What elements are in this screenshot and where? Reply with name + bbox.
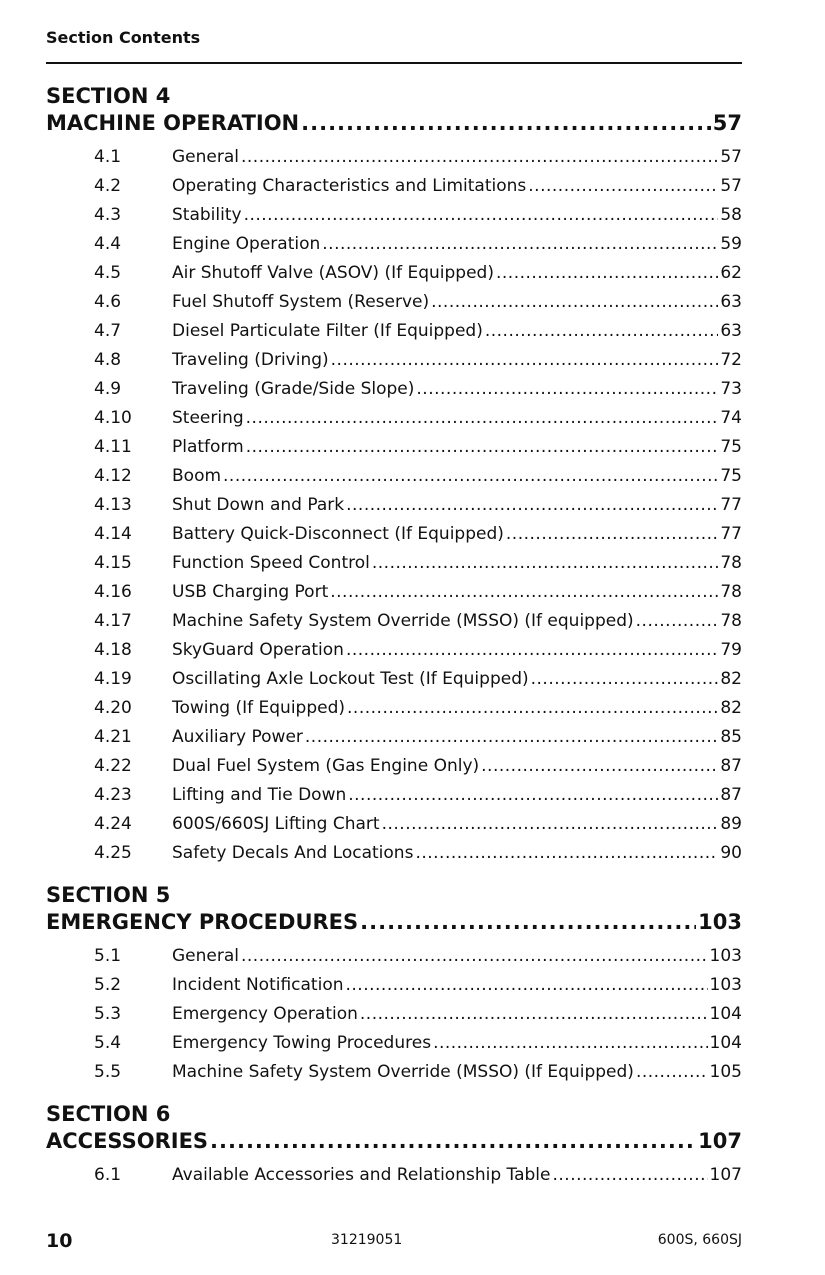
entry-number: 4.16 xyxy=(94,582,132,602)
dot-leader xyxy=(531,665,719,694)
section-heading-link[interactable] xyxy=(46,110,742,137)
entry-title: Oscillating Axle Lockout Test (If Equipped) xyxy=(172,669,529,689)
entry-title: Emergency Operation xyxy=(172,1004,358,1024)
entry-title: SkyGuard Operation xyxy=(172,640,344,660)
entry-number: 4.10 xyxy=(94,408,132,428)
dot-leader xyxy=(241,143,718,172)
toc-entry[interactable] xyxy=(46,1161,742,1190)
page-header-title: Section Contents xyxy=(46,28,201,47)
entry-page-number: 89 xyxy=(720,814,742,834)
entry-number: 4.14 xyxy=(94,524,132,544)
entry-number: 4.19 xyxy=(94,669,132,689)
entry-number: 4.1 xyxy=(94,147,122,167)
section-number: SECTION 4 xyxy=(46,84,171,108)
entry-page-number: 82 xyxy=(720,698,742,718)
entry-page-number: 105 xyxy=(709,1062,742,1082)
entry-number: 4.11 xyxy=(94,437,132,457)
toc-entry[interactable] xyxy=(46,520,742,549)
entry-page-number: 75 xyxy=(720,437,742,457)
entry-title: Incident Notification xyxy=(172,975,344,995)
toc-entry[interactable] xyxy=(46,491,742,520)
entry-page-number: 62 xyxy=(720,263,742,283)
entry-page-number: 73 xyxy=(720,379,742,399)
entry-page-number: 77 xyxy=(720,524,742,544)
entry-number: 4.12 xyxy=(94,466,132,486)
entry-title: Platform xyxy=(172,437,244,457)
toc-entry[interactable] xyxy=(46,375,742,404)
entry-page-number: 79 xyxy=(720,640,742,660)
entry-page-number: 103 xyxy=(709,946,742,966)
toc-entry[interactable] xyxy=(46,723,742,752)
dot-leader xyxy=(372,549,719,578)
entry-title: Diesel Particulate Filter (If Equipped) xyxy=(172,321,483,341)
toc-entry[interactable] xyxy=(46,1000,742,1029)
toc-section xyxy=(46,1101,742,1190)
entry-title: Machine Safety System Override (MSSO) (If equipped) xyxy=(172,611,634,631)
toc-entry[interactable] xyxy=(46,942,742,971)
entry-title: Shut Down and Park xyxy=(172,495,345,515)
section-heading-link[interactable] xyxy=(46,1128,742,1155)
section-title: EMERGENCY PROCEDURES xyxy=(46,910,359,934)
dot-leader xyxy=(481,752,718,781)
entry-number: 6.1 xyxy=(94,1165,122,1185)
entry-title: Available Accessories and Relationship Table xyxy=(172,1165,551,1185)
entry-page-number: 103 xyxy=(709,975,742,995)
dot-leader xyxy=(415,839,718,868)
entry-number: 5.3 xyxy=(94,1004,122,1024)
entry-page-number: 77 xyxy=(720,495,742,515)
section-page-number: 103 xyxy=(698,910,742,934)
entry-number: 4.3 xyxy=(94,205,122,225)
toc-entry[interactable] xyxy=(46,781,742,810)
dot-leader xyxy=(382,810,719,839)
entry-page-number: 82 xyxy=(720,669,742,689)
entry-page-number: 57 xyxy=(720,147,742,167)
dot-leader xyxy=(360,909,696,936)
dot-leader xyxy=(346,971,708,1000)
toc-entry[interactable] xyxy=(46,346,742,375)
section-page-number: 57 xyxy=(712,111,742,135)
entry-title: Traveling (Grade/Side Slope) xyxy=(172,379,415,399)
entry-number: 4.4 xyxy=(94,234,122,254)
dot-leader xyxy=(305,723,718,752)
entry-title: Lifting and Tie Down xyxy=(172,785,347,805)
toc-section xyxy=(46,83,742,868)
dot-leader xyxy=(241,942,708,971)
entry-page-number: 78 xyxy=(720,611,742,631)
entry-page-number: 90 xyxy=(720,843,742,863)
dot-leader xyxy=(496,259,718,288)
entry-number: 4.2 xyxy=(94,176,122,196)
entry-title: Battery Quick-Disconnect (If Equipped) xyxy=(172,524,504,544)
dot-leader xyxy=(210,1128,696,1155)
section-number: SECTION 6 xyxy=(46,1102,171,1126)
entry-number: 4.6 xyxy=(94,292,122,312)
entry-number: 5.4 xyxy=(94,1033,122,1053)
dot-leader xyxy=(636,607,719,636)
entry-number: 4.25 xyxy=(94,843,132,863)
section-page-number: 107 xyxy=(698,1129,742,1153)
entry-number: 4.21 xyxy=(94,727,132,747)
entry-number: 4.20 xyxy=(94,698,132,718)
dot-leader xyxy=(301,110,711,137)
entry-number: 4.22 xyxy=(94,756,132,776)
toc-entry[interactable] xyxy=(46,810,742,839)
toc-entry[interactable] xyxy=(46,201,742,230)
entry-page-number: 63 xyxy=(720,292,742,312)
entry-page-number: 104 xyxy=(709,1004,742,1024)
entry-page-number: 63 xyxy=(720,321,742,341)
entry-title: Boom xyxy=(172,466,222,486)
entry-page-number: 57 xyxy=(720,176,742,196)
toc-entry[interactable] xyxy=(46,259,742,288)
dot-leader xyxy=(553,1161,708,1190)
toc-entry[interactable] xyxy=(46,549,742,578)
entry-page-number: 87 xyxy=(720,785,742,805)
dot-leader xyxy=(416,375,718,404)
entry-page-number: 78 xyxy=(720,553,742,573)
footer-page-number: 10 xyxy=(46,1230,73,1252)
dot-leader xyxy=(348,781,718,810)
entry-title: Emergency Towing Procedures xyxy=(172,1033,432,1053)
entry-number: 4.8 xyxy=(94,350,122,370)
dot-leader xyxy=(433,1029,707,1058)
dot-leader xyxy=(244,201,719,230)
dot-leader xyxy=(346,491,718,520)
toc-entry[interactable] xyxy=(46,433,742,462)
dot-leader xyxy=(346,636,718,665)
entry-title: Machine Safety System Override (MSSO) (If Equipped) xyxy=(172,1062,634,1082)
toc-section xyxy=(46,882,742,1087)
dot-leader xyxy=(347,694,718,723)
dot-leader xyxy=(636,1058,708,1087)
entry-number: 4.18 xyxy=(94,640,132,660)
dot-leader xyxy=(223,462,718,491)
section-heading-link[interactable] xyxy=(46,909,742,936)
dot-leader xyxy=(528,172,718,201)
section-title: MACHINE OPERATION xyxy=(46,111,300,135)
entry-title: Air Shutoff Valve (ASOV) (If Equipped) xyxy=(172,263,494,283)
toc-entry[interactable] xyxy=(46,839,742,868)
entry-title: Steering xyxy=(172,408,244,428)
section-title: ACCESSORIES xyxy=(46,1129,209,1153)
entry-page-number: 85 xyxy=(720,727,742,747)
page-footer xyxy=(46,1230,742,1254)
entry-number: 4.13 xyxy=(94,495,132,515)
toc-entry[interactable] xyxy=(46,694,742,723)
entry-title: Engine Operation xyxy=(172,234,321,254)
toc-entry[interactable] xyxy=(46,404,742,433)
toc-entry[interactable] xyxy=(46,578,742,607)
toc-entry[interactable] xyxy=(46,462,742,491)
entry-number: 4.17 xyxy=(94,611,132,631)
dot-leader xyxy=(506,520,718,549)
entry-number: 4.5 xyxy=(94,263,122,283)
entry-page-number: 72 xyxy=(720,350,742,370)
entry-title: General xyxy=(172,946,239,966)
toc-entry[interactable] xyxy=(46,752,742,781)
entry-number: 5.1 xyxy=(94,946,122,966)
dot-leader xyxy=(246,433,719,462)
entry-page-number: 78 xyxy=(720,582,742,602)
dot-leader xyxy=(331,346,719,375)
entry-title: Operating Characteristics and Limitations xyxy=(172,176,527,196)
entry-number: 4.23 xyxy=(94,785,132,805)
entry-page-number: 107 xyxy=(709,1165,742,1185)
entry-title: 600S/660SJ Lifting Chart xyxy=(172,814,380,834)
entry-number: 4.9 xyxy=(94,379,122,399)
entry-page-number: 74 xyxy=(720,408,742,428)
entry-page-number: 59 xyxy=(720,234,742,254)
footer-model: 600S, 660SJ xyxy=(657,1232,742,1248)
entry-page-number: 104 xyxy=(709,1033,742,1053)
toc-entry[interactable] xyxy=(46,1029,742,1058)
entry-number: 5.5 xyxy=(94,1062,122,1082)
dot-leader xyxy=(485,317,719,346)
section-number: SECTION 5 xyxy=(46,883,171,907)
toc-entry[interactable] xyxy=(46,143,742,172)
toc-entry[interactable] xyxy=(46,971,742,1000)
entry-number: 4.24 xyxy=(94,814,132,834)
dot-leader xyxy=(330,578,718,607)
toc-entry[interactable] xyxy=(46,230,742,259)
entry-title: USB Charging Port xyxy=(172,582,329,602)
entry-page-number: 87 xyxy=(720,756,742,776)
header-rule xyxy=(46,62,742,64)
footer-doc-number: 31219051 xyxy=(331,1232,403,1248)
dot-leader xyxy=(246,404,719,433)
entry-title: Towing (If Equipped) xyxy=(172,698,346,718)
entry-page-number: 75 xyxy=(720,466,742,486)
toc-entry[interactable] xyxy=(46,665,742,694)
table-of-contents xyxy=(46,83,742,1204)
entry-title: Auxiliary Power xyxy=(172,727,303,747)
entry-title: Dual Fuel System (Gas Engine Only) xyxy=(172,756,480,776)
entry-page-number: 58 xyxy=(720,205,742,225)
dot-leader xyxy=(322,230,718,259)
entry-title: Safety Decals And Locations xyxy=(172,843,414,863)
toc-entry[interactable] xyxy=(46,317,742,346)
entry-title: General xyxy=(172,147,239,167)
entry-title: Stability xyxy=(172,205,242,225)
entry-title: Function Speed Control xyxy=(172,553,370,573)
entry-number: 4.7 xyxy=(94,321,122,341)
toc-entry[interactable] xyxy=(46,607,742,636)
entry-number: 5.2 xyxy=(94,975,122,995)
entry-number: 4.15 xyxy=(94,553,132,573)
entry-title: Fuel Shutoff System (Reserve) xyxy=(172,292,430,312)
toc-entry[interactable] xyxy=(46,636,742,665)
toc-entry[interactable] xyxy=(46,172,742,201)
entry-title: Traveling (Driving) xyxy=(172,350,329,370)
dot-leader xyxy=(360,1000,708,1029)
toc-entry[interactable] xyxy=(46,288,742,317)
toc-entry[interactable] xyxy=(46,1058,742,1087)
dot-leader xyxy=(431,288,718,317)
